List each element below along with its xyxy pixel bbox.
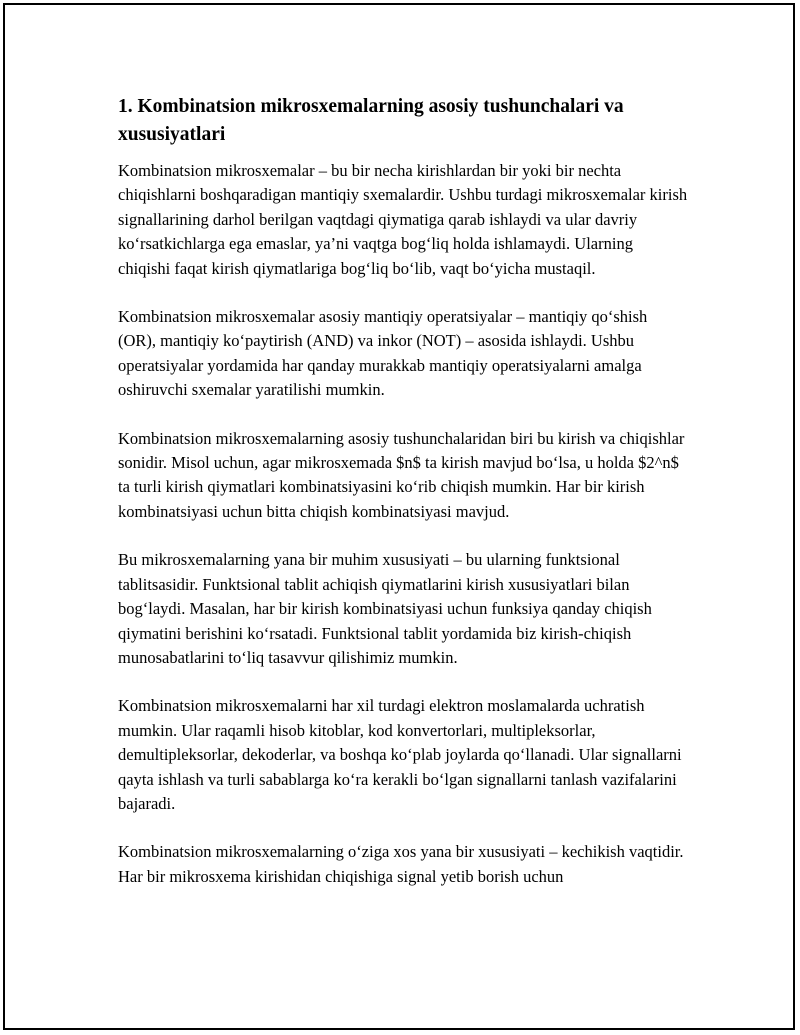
paragraph-2: Kombinatsion mikrosxemalar asosiy mantiqiy operatsiyalar – mantiqiy qo‘shish (OR), mantiqiy ko‘paytirish (AND) va inkor (NOT) – asosida ishlaydi. Ushbu operatsiyalar yordamida har qanday murakkab mantiqiy operatsiyalarni amalga oshiruvchi sxemalar yaratilishi mumkin. xyxy=(118,307,648,400)
paragraph-6: Kombinatsion mikrosxemalarning o‘ziga xos yana bir xususiyati – kechikish vaqtidir. Har bir mikrosxema kirishidan chiqishiga signal yetib borish uchun xyxy=(118,842,684,886)
paragraph-5: Kombinatsion mikrosxemalarni har xil turdagi elektron moslamalarda uchratish mumkin. Ular raqamli hisob kitoblar, kod konvertorlari, multipleksorlar, demultipleksorlar, dekoderlar, va boshqa ko‘plab joylarda qo‘llanadi. Ular signallarni qayta ishlash va turli sabablarga ko‘ra kerakli bo‘lgan signallarni tanlash vazifalarini bajaradi. xyxy=(118,696,682,813)
section-heading: 1. Kombinatsion mikrosxemalarning asosiy tushunchalari va xususiyatlari xyxy=(118,96,624,145)
document-body xyxy=(118,93,688,913)
paragraph-3: Kombinatsion mikrosxemalarning asosiy tushunchalaridan biri bu kirish va chiqishlar sonidir. Misol uchun, agar mikrosxemada $n$ ta kirish mavjud bo‘lsa, u holda $2^n$ ta turli kirish qiymatlari kombinatsiyasini ko‘rib chiqish mumkin. Har bir kirish kombinatsiyasi uchun bitta chiqish kombinatsiyasi mavjud. xyxy=(118,428,685,521)
paragraph-1: Kombinatsion mikrosxemalar – bu bir necha kirishlardan bir yoki bir nechta chiqishlarni boshqaradigan mantiqiy sxemalardir. Ushbu turdagi mikrosxemalar kirish signallarining darhol berilgan vaqtdagi qiymatiga qarab ishlaydi va ular davriy ko‘rsatkichlarga ega emaslar, ya’ni vaqtga bog‘liq holda ishlamaydi. Ularning chiqishi faqat kirish qiymatlariga bog‘liq bo‘lib, vaqt bo‘yicha mustaqil. xyxy=(118,161,688,278)
paragraph-4: Bu mikrosxemalarning yana bir muhim xususiyati – bu ularning funktsional tablitsasidir. Funktsional tablit achiqish qiymatlarini kirish xususiyatlari bilan bog‘laydi. Masalan, har bir kirish kombinatsiyasi uchun funksiya qanday chiqish qiymatini berishini ko‘rsatadi. Funktsional tablit yordamida biz kirish-chiqish munosabatlarini to‘liq tasavvur qilishimiz mumkin. xyxy=(118,550,652,667)
